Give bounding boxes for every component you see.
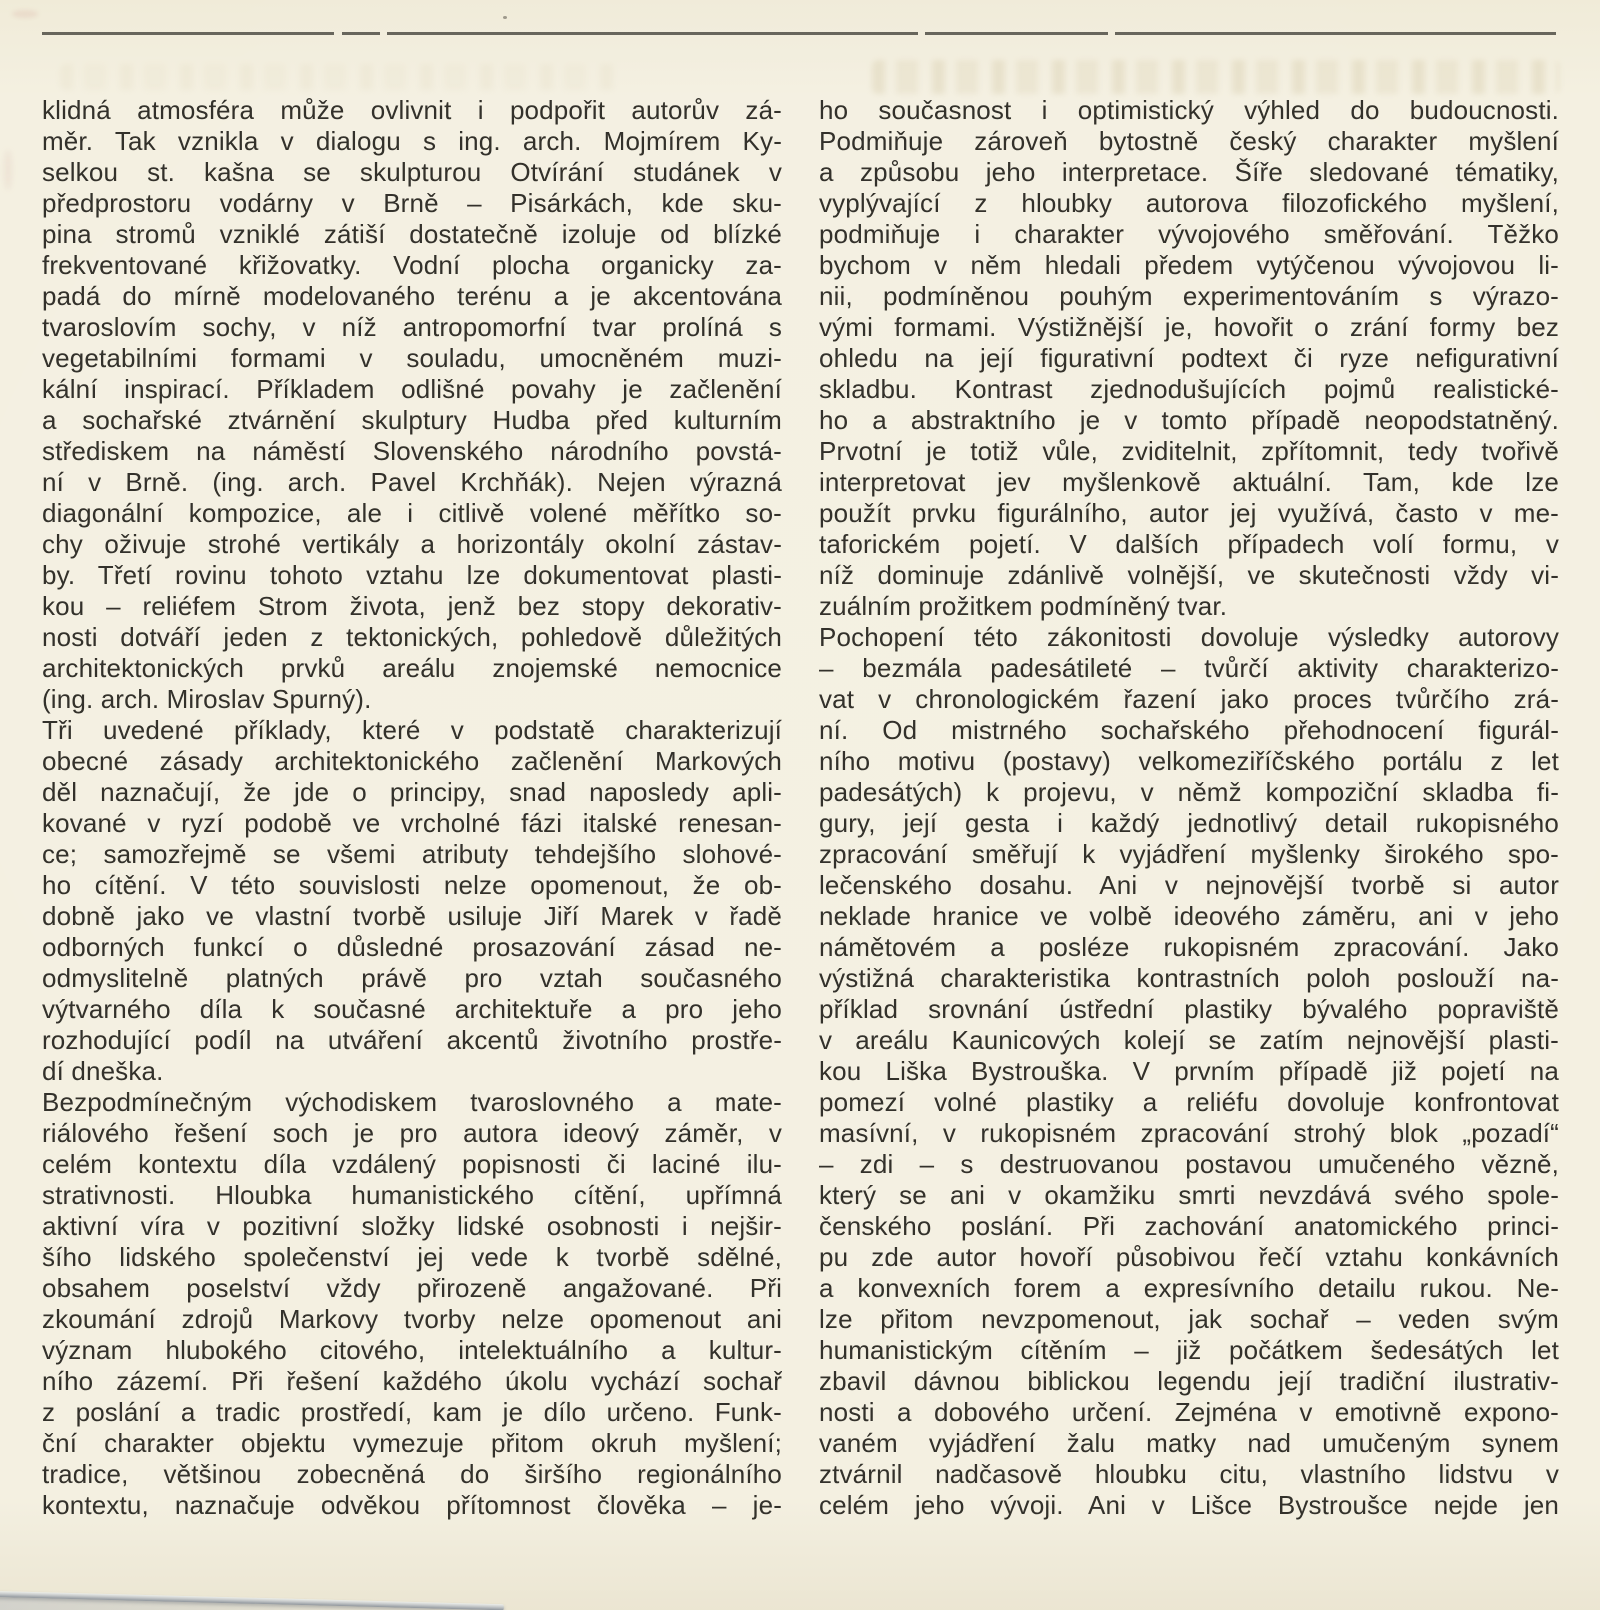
text-line: a sochařské ztvárnění skulptury Hudba před kulturním <box>42 405 782 435</box>
text-line: nosti a dobového určení. Zejména v emotivně expono- <box>819 1397 1559 1427</box>
text-line: zbavil dávnou biblickou legendu její tradiční ilustrativ- <box>819 1366 1559 1396</box>
text-line: předprostoru vodárny v Brně – Pisárkách, kde sku- <box>42 188 782 218</box>
text-line: vat v chronologickém řazení jako proces tvůrčího zrá- <box>819 684 1559 714</box>
text-line: strativnosti. Hloubka humanistického cítění, upřímná <box>42 1180 782 1210</box>
text-line: interpretovat jev myšlenkově aktuální. Tam, kde lze <box>819 467 1559 497</box>
text-line: Pochopení této zákonitosti dovoluje výsledky autorovy <box>819 622 1559 652</box>
text-line: padá do mírně modelovaného terénu a je akcentována <box>42 281 782 311</box>
text-line: ního motivu (postavy) velkomeziříčského portálu z let <box>819 746 1559 776</box>
text-line: aktivní víra v pozitivní složky lidské osobnosti i nejšir- <box>42 1211 782 1241</box>
text-line: obsahem poselství vždy přirozeně angažované. Při <box>42 1273 782 1303</box>
right-text-column <box>819 95 1559 1521</box>
text-line: chy oživuje strohé vertikály a horizontály okolní zástav- <box>42 529 782 559</box>
left-text-column <box>42 95 782 1521</box>
text-line: bychom v něm hledali předem vytýčenou vývojovou li- <box>819 250 1559 280</box>
paper-stain <box>4 150 12 190</box>
text-line: kované v ryzí podobě ve vrcholné fázi italské renesan- <box>42 808 782 838</box>
text-line: architektonických prvků areálu znojemské nemocnice <box>42 653 782 683</box>
text-line: pina stromů vzniklé zátiší dostatečně izoluje od blízké <box>42 219 782 249</box>
text-line: tvaroslovím sochy, v níž antropomorfní tvar prolíná s <box>42 312 782 342</box>
text-line: z poslání a tradic prostředí, kam je dílo určeno. Funk- <box>42 1397 782 1427</box>
text-line: odmyslitelně platných právě pro vztah současného <box>42 963 782 993</box>
text-line: ztvárnil nadčasově hloubku citu, vlastního lidstvu v <box>819 1459 1559 1489</box>
text-line: ční charakter objektu vymezuje přitom okruh myšlení; <box>42 1428 782 1458</box>
text-line: ního zázemí. Při řešení každého úkolu vychází sochař <box>42 1366 782 1396</box>
text-line: (ing. arch. Miroslav Spurný). <box>42 684 372 714</box>
text-line: ho cítění. V této souvislosti nelze opomenout, že ob- <box>42 870 782 900</box>
text-line: ho současnost i optimistický výhled do budoucnosti. <box>819 95 1559 125</box>
top-horizontal-rule <box>42 32 1556 35</box>
text-line: ní. Od mistrného sochařského přehodnocení figurál- <box>819 715 1559 745</box>
text-line: střediskem na náměstí Slovenského národního povstá- <box>42 436 782 466</box>
text-line: by. Třetí rovinu tohoto vztahu lze dokumentovat plasti- <box>42 560 782 590</box>
text-line: výtvarného díla k současné architektuře a pro jeho <box>42 994 782 1024</box>
paper-stain <box>12 10 38 18</box>
text-line: použít prvku figurálního, autor jej využívá, často v me- <box>819 498 1559 528</box>
text-line: – zdi – s destruovanou postavou umučeného vězně, <box>819 1149 1559 1179</box>
text-line: ho a abstraktního je v tomto případě neopodstatněný. <box>819 405 1559 435</box>
text-line: dobně jako ve vlastní tvorbě usiluje Jiří Marek v řadě <box>42 901 782 931</box>
ink-speck <box>503 16 507 19</box>
text-line: klidná atmosféra může ovlivnit i podpořit autorův zá- <box>42 95 782 125</box>
text-line: padesátých) k projevu, v němž kompoziční skladba fi- <box>819 777 1559 807</box>
text-line: šího lidského společenství jej vede k tvorbě sdělné, <box>42 1242 782 1272</box>
text-line: selkou st. kašna se skulpturou Otvírání studánek v <box>42 157 782 187</box>
bleed-through-artifact-right <box>872 60 1560 94</box>
two-column-text-block <box>42 95 1559 1521</box>
text-line: celém jeho vývoji. Ani v Lišce Bystroušce nejde jen <box>819 1490 1559 1520</box>
text-line: Tři uvedené příklady, které v podstatě charakterizují <box>42 715 782 745</box>
text-line: nosti dotváří jeden z tektonických, pohledově důležitých <box>42 622 782 652</box>
text-line: celém kontextu díla vzdálený popisnosti či laciné ilu- <box>42 1149 782 1179</box>
text-line: masívní, v rukopisném zpracování strohý blok „pozadí“ <box>819 1118 1559 1148</box>
text-line: vými formami. Výstižnější je, hovořit o zrání formy bez <box>819 312 1559 342</box>
text-line: zkoumání zdrojů Markovy tvorby nelze opomenout ani <box>42 1304 782 1334</box>
text-line: měr. Tak vznikla v dialogu s ing. arch. Mojmírem Ky- <box>42 126 782 156</box>
text-line: pu zde autor hovoří působivou řečí vztahu konkávních <box>819 1242 1559 1272</box>
text-line: rozhodující podíl na utváření akcentů životního prostře- <box>42 1025 782 1055</box>
text-line: Bezpodmínečným východiskem tvaroslovného a mate- <box>42 1087 782 1117</box>
bleed-through-artifact-left <box>60 64 620 90</box>
text-line: příklad srovnání ústřední plastiky bývalého popraviště <box>819 994 1559 1024</box>
text-line: zpracování směřují k vyjádření myšlenky širokého spo- <box>819 839 1559 869</box>
text-line: kontextu, naznačuje odvěkou přítomnost člověka – je- <box>42 1490 782 1520</box>
text-line: v areálu Kaunicových kolejí se zatím nejnovější plasti- <box>819 1025 1559 1055</box>
text-line: pomezí volné plastiky a reliéfu dovoluje konfrontovat <box>819 1087 1559 1117</box>
text-line: zuálním prožitkem podmíněný tvar. <box>819 591 1228 621</box>
text-line: ní v Brně. (ing. arch. Pavel Krchňák). Nejen výrazná <box>42 467 782 497</box>
text-line: lečenského dosahu. Ani v nejnovější tvorbě si autor <box>819 870 1559 900</box>
text-line: – bezmála padesátileté – tvůrčí aktivity charakterizo- <box>819 653 1559 683</box>
text-line: ohledu na její figurativní podtext či ryze nefigurativní <box>819 343 1559 373</box>
text-line: Podmiňuje zároveň bytostně český charakter myšlení <box>819 126 1559 156</box>
text-line: vegetabilními formami v souladu, umocněném muzi- <box>42 343 782 373</box>
text-line: dí dneška. <box>42 1056 164 1086</box>
text-line: skladbu. Kontrast zjednodušujících pojmů realistické- <box>819 374 1559 404</box>
text-line: taforickém pojetí. V dalších případech volí formu, v <box>819 529 1559 559</box>
text-line: níž dominuje zdánlivě volnější, ve skutečnosti vždy vi- <box>819 560 1559 590</box>
text-line: tradice, většinou zobecněná do širšího regionálního <box>42 1459 782 1489</box>
text-line: lze přitom nevzpomenout, jak sochař – veden svým <box>819 1304 1559 1334</box>
text-line: frekventované křižovatky. Vodní plocha organicky za- <box>42 250 782 280</box>
text-line: podmiňuje i charakter vývojového směřování. Těžko <box>819 219 1559 249</box>
text-line: odborných funkcí o důsledné prosazování zásad ne- <box>42 932 782 962</box>
text-line: děl naznačují, že jde o principy, snad naposledy apli- <box>42 777 782 807</box>
text-line: humanistickým cítěním – již počátkem šedesátých let <box>819 1335 1559 1365</box>
text-line: gury, její gesta i každý jednotlivý detail rukopisného <box>819 808 1559 838</box>
text-line: ce; samozřejmě se všemi atributy tehdejšího slohové- <box>42 839 782 869</box>
text-line: výstižná charakteristika kontrastních poloh poslouží na- <box>819 963 1559 993</box>
text-line: neklade hranice ve volbě ideového záměru, ani v jeho <box>819 901 1559 931</box>
text-line: diagonální kompozice, ale i citlivě volené měřítko so- <box>42 498 782 528</box>
text-line: nii, podmíněnou pouhým experimentováním s výrazo- <box>819 281 1559 311</box>
text-line: riálového řešení soch je pro autora ideový záměr, v <box>42 1118 782 1148</box>
text-line: a konvexních forem a expresívního detailu rukou. Ne- <box>819 1273 1559 1303</box>
text-line: námětovém a posléze rukopisném zpracování. Jako <box>819 932 1559 962</box>
text-line: kou Liška Bystrouška. V prvním případě již pojetí na <box>819 1056 1559 1086</box>
text-line: čenského poslání. Při zachování anatomického princi- <box>819 1211 1559 1241</box>
text-line: kální inspirací. Příkladem odlišné povahy je začlenění <box>42 374 782 404</box>
text-line: vaném vyjádření žalu matky nad umučeným synem <box>819 1428 1559 1458</box>
text-line: kou – reliéfem Strom života, jenž bez stopy dekorativ- <box>42 591 782 621</box>
text-line: vyplývající z hloubky autorova filozofického myšlení, <box>819 188 1559 218</box>
text-line: Prvotní je totiž vůle, zviditelnit, zpřítomnit, tedy tvořivě <box>819 436 1559 466</box>
text-line: obecné zásady architektonického začlenění Markových <box>42 746 782 776</box>
text-line: a způsobu jeho interpretace. Šíře sledované tématiky, <box>819 157 1559 187</box>
text-line: který se ani v okamžiku smrti nevzdává svého spole- <box>819 1180 1559 1210</box>
text-line: význam hlubokého citového, intelektuálního a kultur- <box>42 1335 782 1365</box>
